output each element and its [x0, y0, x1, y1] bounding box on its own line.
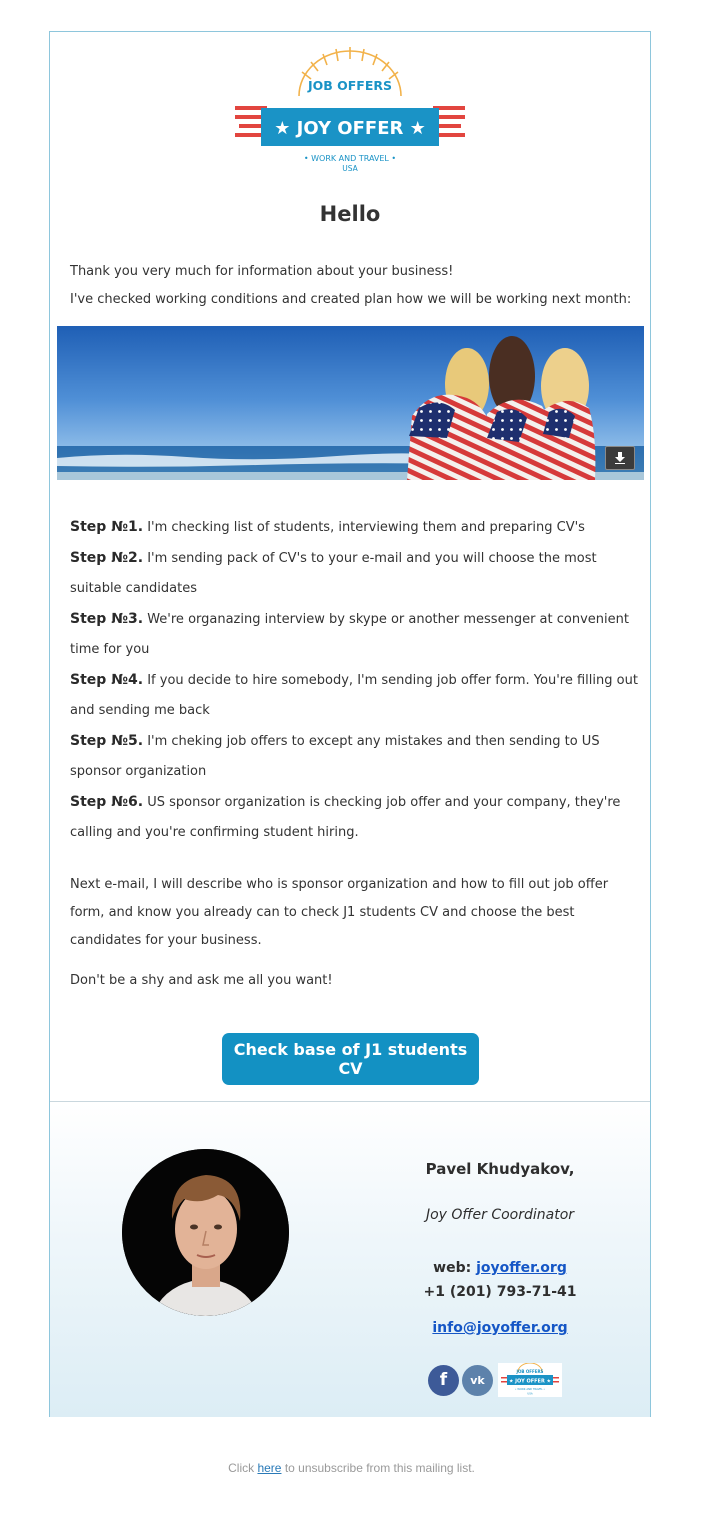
unsubscribe-link[interactable]: here [257, 1461, 282, 1475]
step-text: I'm cheking job offers to except any mistakes and then sending to US sponsor organization [70, 734, 600, 779]
intro-line: Thank you very much for information about your business! [70, 264, 454, 279]
step-item [70, 543, 642, 604]
unsubscribe-note [0, 1461, 703, 1475]
intro-line: I've checked working conditions and created plan how we will be working next month: [70, 292, 632, 307]
outro-paragraph: Next e-mail, I will describe who is sponsor organization and how to fill out job offer form, and know you already can to check J1 students CV and choose the best candidates for your business. [70, 877, 609, 948]
facebook-icon[interactable]: f [428, 1365, 459, 1396]
mini-logo-country: USA [527, 1392, 533, 1396]
outro-text [70, 871, 642, 995]
step-item [70, 726, 642, 787]
download-image-button[interactable] [605, 446, 635, 470]
signature-phone: +1 (201) 793-71-41 [423, 1284, 577, 1300]
web-label: web: [433, 1260, 477, 1276]
mini-logo-main-text: ★ JOY OFFER ★ [508, 1378, 552, 1385]
step-text: US sponsor organization is checking job offer and your company, they're calling and you're confirming student hiring. [70, 795, 621, 840]
avatar [122, 1149, 289, 1316]
step-text: I'm sending pack of CV's to your e-mail and you will choose the most suitable candidates [70, 551, 597, 596]
email-card [49, 31, 651, 1417]
social-links [428, 1363, 562, 1397]
logo-sub-text: • WORK AND TRAVEL • [303, 154, 397, 163]
hero-beach-image [57, 326, 644, 480]
step-item [70, 787, 642, 848]
download-icon [614, 452, 626, 464]
signature-web [380, 1260, 620, 1276]
step-item [70, 665, 642, 726]
joy-offer-logo [233, 44, 467, 172]
joy-offer-mini-logo[interactable] [498, 1363, 562, 1397]
signature-email [380, 1320, 620, 1336]
step-label: Step №4. [70, 672, 144, 688]
unsubscribe-after: to unsubscribe from this mailing list. [281, 1461, 475, 1475]
step-text: We're organazing interview by skype or another messenger at convenient time for you [70, 612, 629, 657]
mini-logo-sub-text: • WORK AND TRAVEL • [515, 1388, 545, 1391]
unsubscribe-before: Click [228, 1461, 258, 1475]
step-text: I'm checking list of students, interviewing them and preparing CV's [143, 520, 585, 535]
signature-footer [50, 1101, 650, 1417]
greeting-heading: Hello [319, 202, 381, 226]
step-label: Step №5. [70, 733, 144, 749]
check-cv-base-button[interactable]: Check base of J1 students CV [222, 1033, 479, 1085]
step-label: Step №6. [70, 794, 144, 810]
steps-list [70, 512, 642, 848]
vk-icon[interactable]: vk [462, 1365, 493, 1396]
outro-paragraph: Don't be a shy and ask me all you want! [70, 973, 333, 988]
logo-top-text: JOB OFFERS [307, 78, 393, 93]
step-label: Step №1. [70, 519, 144, 535]
logo-main-text: ★ JOY OFFER ★ [274, 118, 426, 139]
intro-text [70, 258, 640, 314]
step-item [70, 512, 642, 543]
step-text: If you decide to hire somebody, I'm sending job offer form. You're filling out and sending me back [70, 673, 638, 718]
logo-country: USA [342, 164, 358, 172]
step-label: Step №3. [70, 611, 144, 627]
step-label: Step №2. [70, 550, 144, 566]
email-link[interactable]: info@joyoffer.org [432, 1320, 568, 1336]
website-link[interactable]: joyoffer.org [476, 1260, 567, 1276]
mini-logo-top-text: JOB OFFERS [516, 1369, 544, 1374]
signature-name: Pavel Khudyakov, [425, 1160, 575, 1178]
step-item [70, 604, 642, 665]
signature-role: Joy Offer Coordinator [425, 1207, 575, 1223]
